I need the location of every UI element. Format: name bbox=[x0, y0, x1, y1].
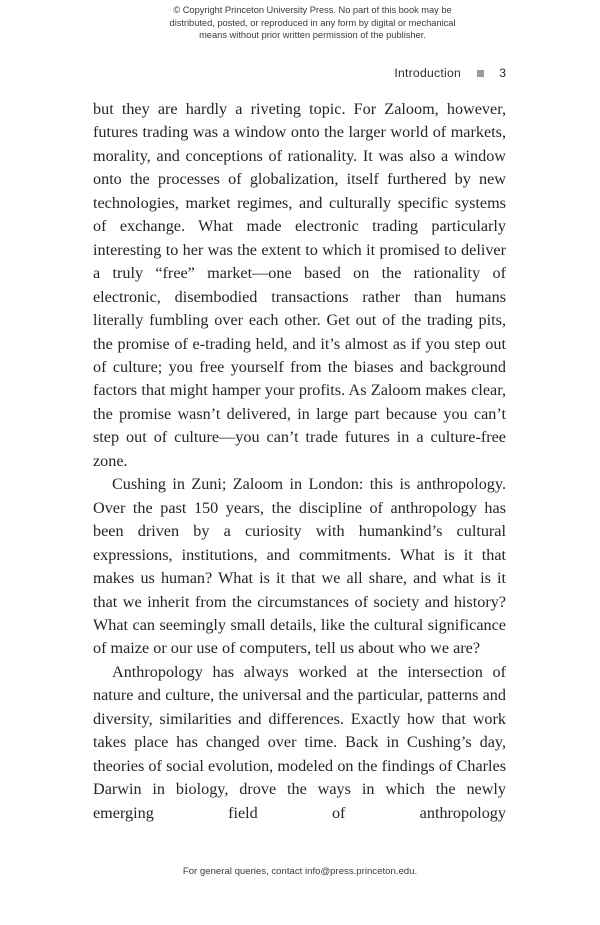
running-head-title: Introduction bbox=[394, 66, 461, 80]
paragraph-anthropology: Anthropology has always worked at the intersection of nature and culture, the universal and the particular, patterns and diversity, similarities and differences. Exactly how that work takes place has changed over time. Back in Cushing’s day, theories of social evolution, modeled on the findings of Charles Darwin in biology, drove the ways in which the newly emerging field of anthropology bbox=[93, 662, 506, 822]
paragraph-cushing: Cushing in Zuni; Zaloom in London: this is anthropology. Over the past 150 years, the discipline of anthropology has been driven by a curiosity with humankind’s cultural expressions, institutions, and commitments. What is it that makes us human? What is it that we all share, and what is it that we inherit from the circumstances of society and history? What can seemingly small details, like the cultural significance of maize or our use of computers, tell us about who we are? bbox=[93, 475, 506, 658]
running-head bbox=[0, 66, 506, 80]
square-separator-icon bbox=[477, 70, 484, 77]
paragraph-zaloom: but they are hardly a riveting topic. For Zaloom, however, futures trading was a window onto the larger world of markets, morality, and conceptions of rationality. It was also a window onto the processes of globalization, itself furthered by new technologies, market regimes, and culturally specific systems of exchange. What made electronic trading particularly interesting to her was the extent to which it promised to deliver a truly “free” market—one based on the rationality of electronic, disembodied transactions rather than humans literally fumbling over each other. Get out of the trading pits, the promise of e-trading held, and it’s almost as if you step out of culture; you free yourself from the biases and background factors that might hamper your profits. As Zaloom makes clear, the promise wasn’t delivered, in large part because you can’t step out of culture—you can’t trade futures in a culture-free zone. bbox=[93, 100, 506, 470]
page-number: 3 bbox=[499, 66, 506, 80]
copyright-notice-line-2: distributed, posted, or reproduced in any form by digital or mechanical bbox=[169, 17, 456, 28]
copyright-notice bbox=[150, 4, 475, 42]
copyright-notice-line-3: means without prior written permission of the publisher. bbox=[199, 30, 426, 41]
footer-query-note: For general queries, contact info@press.princeton.edu. bbox=[182, 866, 418, 877]
copyright-notice-line-1: © Copyright Princeton University Press. No part of this book may be bbox=[173, 5, 452, 15]
body-text bbox=[93, 98, 506, 825]
